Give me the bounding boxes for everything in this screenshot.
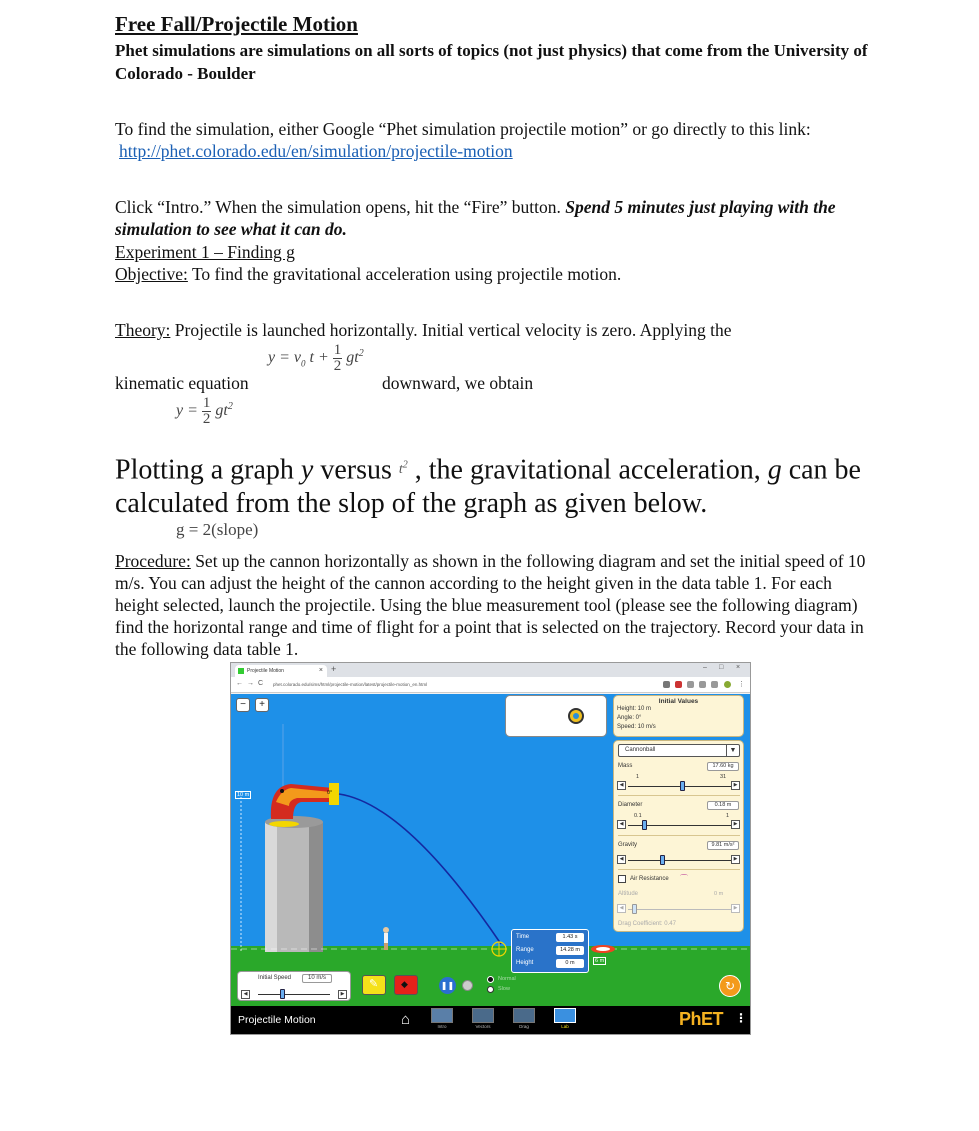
document-title: Free Fall/Projectile Motion — [115, 12, 358, 36]
profile-avatar[interactable] — [724, 681, 731, 688]
objective-text: To find the gravitational acceleration using projectile motion. — [191, 264, 622, 284]
fall-equation: y = $\frac{1}{2}$ $gt^2$ — [176, 395, 233, 427]
step-button[interactable] — [462, 980, 473, 991]
air-resistance-icon: ⌒ — [680, 874, 688, 883]
browser-tab-strip — [231, 663, 750, 677]
diameter-increase-button[interactable]: ▶ — [731, 820, 740, 829]
speed-increase-button[interactable]: ▶ — [338, 990, 347, 999]
gravity-slider-knob[interactable] — [660, 855, 665, 865]
find-paragraph — [115, 118, 875, 162]
navigation-bar: Projectile Motion ⌂ Intro Vectors Drag Lab PhET ⋮ — [231, 1006, 750, 1034]
tab-close-icon[interactable]: × — [318, 667, 323, 674]
mass-increase-button[interactable]: ▶ — [731, 781, 740, 790]
browser-tab[interactable]: Projectile Motion × — [235, 665, 327, 677]
app-title: Projectile Motion — [238, 1014, 316, 1026]
theory-text: Projectile is launched horizontally. Initial vertical velocity is zero. Applying the — [174, 320, 732, 340]
altitude-increase-button[interactable]: ▶ — [731, 904, 740, 913]
fraction-half-2: $\frac{1}{2}$ — [202, 395, 211, 427]
browser-toolbar — [231, 677, 750, 693]
slope-equation: g = 2(slope) — [176, 520, 259, 539]
home-icon[interactable]: ⌂ — [401, 1011, 411, 1028]
projectile-settings-panel: Cannonball ▼ Mass 17.60 kg 1 31 ◀ ▶ Diameter 0.18 m 0.1 1 ◀ ▶ Gravity 9.81 m/s² ◀ ▶ Air Resistance ⌒ Altitude 0 m ◀ ▶ Drag Coefficient: 0.47 — [613, 740, 744, 932]
extension-icon[interactable] — [675, 681, 682, 688]
gravity-increase-button[interactable]: ▶ — [731, 855, 740, 864]
intro-screen-icon[interactable] — [431, 1008, 453, 1023]
mass-value: 17.60 kg — [707, 762, 739, 771]
minimize-icon[interactable]: – — [703, 664, 707, 671]
fire-icon: ◆ — [401, 979, 408, 989]
downward-text: downward, we obtain — [382, 373, 534, 393]
drag-screen-icon[interactable] — [513, 1008, 535, 1023]
theory-label: Theory: — [115, 320, 171, 340]
browser-menu-icon[interactable]: ⋮ — [738, 681, 745, 688]
address-bar[interactable]: phet.colorado.edu/sims/html/projectile-motion/latest/projectile-motion_en.html — [273, 682, 428, 687]
cannon-pivot — [280, 789, 284, 793]
gravity-value: 9.81 m/s² — [707, 841, 739, 850]
new-tab-icon[interactable]: + — [331, 664, 337, 674]
maximize-icon[interactable]: □ — [719, 664, 724, 671]
play-pause-button[interactable]: ❚❚ — [439, 977, 456, 994]
simulation-link[interactable]: http://phet.colorado.edu/en/simulation/projectile-motion — [119, 141, 513, 161]
phet-logo[interactable]: PhET — [679, 1009, 724, 1029]
angle-label: 0° — [327, 790, 333, 796]
fraction-half: $\frac{1}{2}$ — [333, 342, 342, 374]
altitude-decrease-button[interactable]: ◀ — [617, 904, 626, 913]
reset-all-button[interactable]: ↻ — [719, 975, 741, 997]
zoom-in-icon[interactable]: + — [255, 698, 269, 712]
simulation-screenshot: Projectile Motion × + – □ × ← → C phet.colorado.edu/sims/html/projectile-motion/latest/projectile-motion_en.html ⋮ − + 10 m 0° Initial Values Height: 10 m Angle: 0° Speed: 10 m/s Cannonball ▼ Mass 17.60 kg 1 31 ◀ ▶ Diameter 0.18 m 0.1 1 ◀ ▶ Gravity 9.81 m/s² ◀ ▶ Air Resistance ⌒ Altitude 0 m ◀ ▶ Drag Coefficient: 0.47 Time 1.43 s Range 14.28 m Height 0 m 6 m Initial Speed 10 m/s ◀ ▶ ✎ ◆ ❚❚ Normal Slow ↻ Projectile Motion ⌂ Intro Vectors Drag Lab PhET ⋮ — [230, 662, 751, 1035]
initial-speed-control: Initial Speed 10 m/s ◀ ▶ — [237, 971, 351, 1001]
objective-label: Objective: — [115, 264, 188, 284]
chevron-down-icon: ▼ — [726, 745, 739, 756]
slow-speed-radio[interactable] — [487, 986, 494, 993]
mass-slider-knob[interactable] — [680, 781, 685, 791]
gravity-decrease-button[interactable]: ◀ — [617, 855, 626, 864]
altitude-value: 0 m — [714, 891, 724, 897]
procedure-text: Set up the cannon horizontally as shown in the following diagram and set the initial speed of 10 m/s. You can adjust the height of the cannon according to the height given in the data table 1. For each height selected, launch the projectile. Using the blue measurement tool (please see the following diagram) find the horizontal range and time of flight for a point that is selected on the trajectory. Record your data in the following data table 1. — [115, 551, 866, 659]
trajectory — [339, 794, 501, 944]
mass-decrease-button[interactable]: ◀ — [617, 781, 626, 790]
altitude-slider-knob[interactable] — [632, 904, 637, 914]
kinematic-equation: $y = v_0$ t + $\frac{1}{2}$ $gt^2$ — [268, 342, 364, 374]
height-label: 10 m — [237, 792, 250, 798]
objective-paragraph — [115, 263, 875, 285]
window-close-icon[interactable]: × — [736, 664, 741, 671]
find-intro-text: To find the simulation, either Google “Phet simulation projectile motion” or go directly to this link: — [115, 119, 811, 139]
t-squared: t2 — [398, 459, 408, 477]
phet-menu-icon[interactable]: ⋮ — [735, 1011, 747, 1025]
zoom-out-icon[interactable]: − — [236, 698, 250, 712]
vectors-screen-icon[interactable] — [472, 1008, 494, 1023]
click-emphasis: Spend 5 minutes just playing with the simulation to see what it can do. — [115, 197, 836, 239]
speed-decrease-button[interactable]: ◀ — [241, 990, 250, 999]
back-icon[interactable]: ← — [236, 680, 243, 687]
extension-icon[interactable] — [699, 681, 706, 688]
diameter-value: 0.18 m — [707, 801, 739, 810]
range-value: 14.28 m — [556, 946, 584, 955]
air-resistance-checkbox[interactable] — [618, 875, 626, 883]
click-paragraph — [115, 196, 875, 240]
star-icon[interactable] — [663, 681, 670, 688]
height-value: 0 m — [556, 959, 584, 968]
favicon-icon — [238, 668, 244, 674]
person-figure — [383, 927, 389, 933]
normal-speed-radio[interactable] — [487, 976, 494, 983]
initial-speed-value: 10 m/s — [302, 974, 332, 983]
distance-tag: 6 m — [595, 958, 605, 964]
theory-paragraph — [115, 319, 875, 341]
document-subtitle: Phet simulations are simulations on all sorts of topics (not just physics) that come from the University of Colorado - Boulder — [115, 41, 868, 83]
extension-icon[interactable] — [711, 681, 718, 688]
forward-icon[interactable]: → — [247, 680, 254, 687]
projectile-select[interactable]: Cannonball ▼ — [618, 744, 740, 757]
extension-icon[interactable] — [687, 681, 694, 688]
click-instruction: Click “Intro.” When the simulation opens, hit the “Fire” button. — [115, 197, 561, 217]
experiment-heading: Experiment 1 – Finding g — [115, 242, 295, 262]
diameter-slider-knob[interactable] — [642, 820, 647, 830]
speed-slider-knob[interactable] — [280, 989, 285, 999]
procedure-label: Procedure: — [115, 551, 191, 571]
kinematic-label: kinematic equation — [115, 373, 249, 393]
plotting-paragraph: Plotting a graph y versus $^{t^2}$ , the gravitational acceleration, g can be calculated from the slop of the graph as given below. — [115, 454, 861, 519]
reload-icon[interactable]: C — [258, 680, 264, 687]
time-value: 1.43 s — [556, 933, 584, 942]
lab-screen-icon[interactable] — [554, 1008, 576, 1023]
procedure-paragraph — [115, 550, 875, 660]
initial-values-panel: Initial Values Height: 10 m Angle: 0° Speed: 10 m/s — [613, 695, 744, 737]
eraser-icon: ✎ — [369, 978, 379, 990]
measurement-readout[interactable]: Time 1.43 s Range 14.28 m Height 0 m — [511, 929, 589, 973]
diameter-decrease-button[interactable]: ◀ — [617, 820, 626, 829]
